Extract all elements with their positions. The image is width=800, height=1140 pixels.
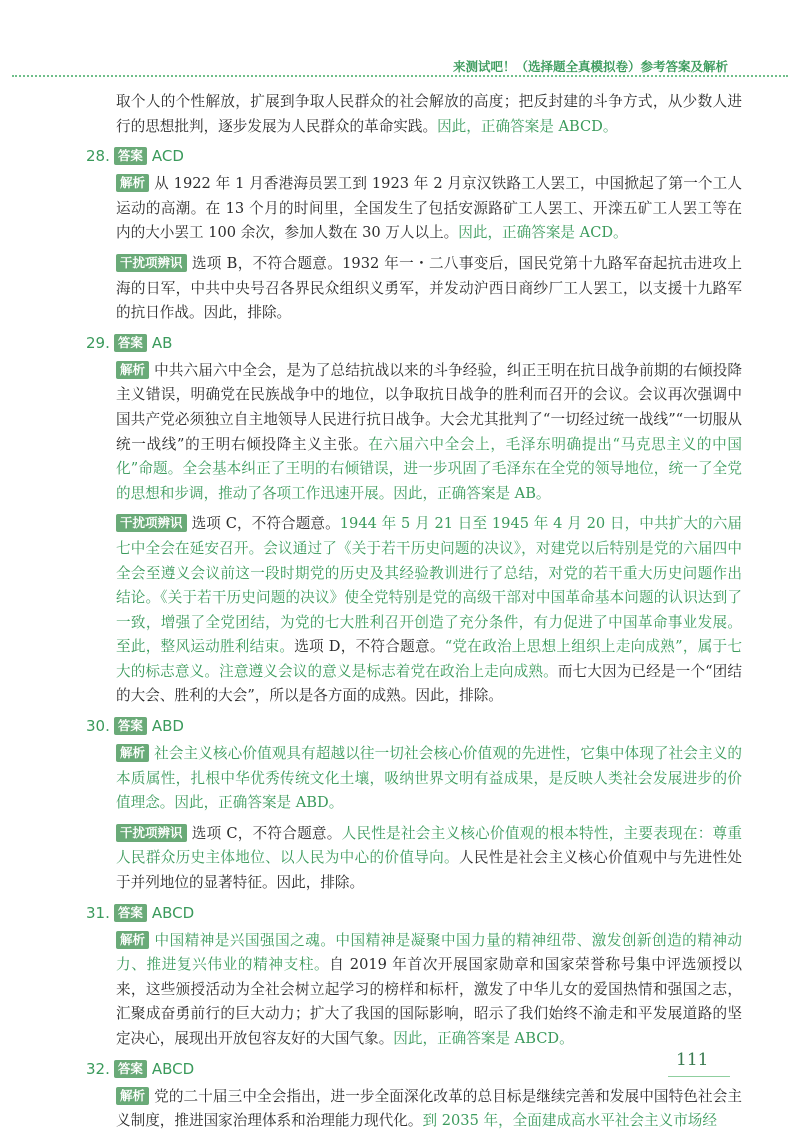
answer-tag: 答案 — [114, 717, 147, 735]
analysis-text: 中共六届六中全会，是为了总结抗战以来的斗争经验，纠正王明在抗日战争前期的右倾投降主义错误，明确党在民族战争中的地位，以争取抗日战争的胜利而召开的会议。会议再次强调中国共产党必须独立自主地领导人民进行抗日战争。大会尤其批判了“一切经过统一战线”“一切服从统一战线”的王明右倾投降主义主张。 — [116, 361, 742, 453]
analysis-text: 从 1922 年 1 月香港海员罢工到 1923 年 2 月京汉铁路工人罢工，中国掀起了第一个工人运动的高潮。在 13 个月的时间里，全国发生了包括安源路矿工人罢工、开滦五矿工人罢工等在内的大小罢工 100 余次，参加人数在 30 万人以上。 — [116, 175, 742, 242]
distractor-text: 选项 C，不符合题意。 — [191, 824, 342, 842]
question-number: 29. — [86, 333, 110, 352]
analysis-text: 自 2019 年首次开展国家勋章和国家荣誉称号集中评选颁授以来，这些颁授活动为全社会树立起学习的榜样和标杆，激发了中华儿女的爱国热情和强国之志，汇聚成奋勇前行的巨大动力；扩大了我国的国际影响，昭示了我们始终不渝走和平发展道路的坚定决心，展现出开放包容友好的大国气象。 — [116, 956, 742, 1047]
q28-distractor — [88, 252, 742, 326]
analysis-highlight: 社会主义核心价值观具有超越以往一切社会核心价值观的先进性，它集中体现了社会主义的本质属性，扎根中华优秀传统文化土壤，吸纳世界文明有益成果，是反映人类社会发展进步的价值理念。因此，正确答案是 ABD。 — [116, 745, 742, 812]
answer-tag: 答案 — [114, 904, 147, 922]
q28-analysis — [88, 172, 742, 246]
analysis-conclusion: 因此，正确答案是 ACD。 — [458, 224, 628, 242]
q29-analysis — [88, 359, 742, 507]
analysis-tag: 解析 — [116, 744, 149, 762]
analysis-highlight: 在六届六中全会上，毛泽东明确提出“马克思主义的中国化”命题。全会基本纠正了王明的右倾错误，进一步巩固了毛泽东在全党的领导地位，统一了全党的思想和步调，推动了各项工作迅速开展。因此，正确答案是 AB。 — [116, 435, 742, 502]
answer-value: ABCD — [151, 1059, 195, 1078]
analysis-tag: 解析 — [116, 174, 149, 192]
analysis-tag: 解析 — [116, 1087, 149, 1105]
q27-conclusion: 因此，正确答案是 ABCD。 — [437, 117, 618, 135]
distractor-text: 选项 C，不符合题意。 — [191, 515, 340, 533]
analysis-text: 党的二十届三中全会指出，进一步全面深化改革的总目标是继续完善和发展中国特色社会主义制度，推进国家治理体系和治理能力现代化。 — [116, 1087, 742, 1130]
answer-value: ABD — [151, 717, 184, 736]
header-divider — [12, 75, 788, 77]
distractor-text: 选项 D，不符合题意。 — [294, 638, 445, 656]
page-number-underline — [668, 1076, 730, 1077]
page-number: 111 — [676, 1050, 709, 1070]
distractor-highlight: 人民性是社会主义核心价值观的根本特性，主要表现在：尊重人民群众历史主体地位、以人民为中心的价值导向。 — [116, 824, 742, 867]
answer-value: AB — [151, 333, 173, 352]
distractor-text: 人民性是社会主义核心价值观中与先进性处于并列地位的显著特征。因此，排除。 — [116, 849, 742, 892]
q32-analysis — [88, 1085, 742, 1134]
answer-content — [88, 90, 742, 1140]
question-number: 31. — [86, 903, 110, 922]
question-28-header — [86, 145, 742, 168]
question-number: 30. — [86, 717, 110, 736]
q27-text: 取个人的个性解放，扩展到争取人民群众的社会解放的高度；把反封建的斗争方式，从少数人进行的思想批判，逐步发展为人民群众的革命实践。 — [116, 93, 742, 135]
question-32-header — [86, 1058, 742, 1081]
running-header: 来测试吧！（选择题全真模拟卷）参考答案及解析 — [452, 59, 728, 74]
answer-tag: 答案 — [114, 1060, 147, 1078]
q30-analysis — [88, 742, 742, 816]
analysis-conclusion: 因此，正确答案是 ABCD。 — [393, 1030, 574, 1047]
question-29-header — [86, 332, 742, 355]
question-31-header — [86, 902, 742, 925]
distractor-tag: 干扰项辨识 — [116, 824, 187, 842]
distractor-tag: 干扰项辨识 — [116, 514, 187, 532]
question-number: 32. — [86, 1059, 110, 1078]
q31-analysis — [88, 929, 742, 1052]
analysis-highlight: 中国精神是兴国强国之魂。中国精神是凝聚中国力量的精神纽带、激发创新创造的精神动力、推进复兴伟业的精神支柱。 — [116, 931, 742, 974]
q27-continuation — [88, 90, 742, 139]
question-30-header — [86, 715, 742, 738]
distractor-tag: 干扰项辨识 — [116, 254, 187, 272]
distractor-text: 而七大因为已经是一个“团结的大会、胜利的大会”，所以是各方面的成熟。因此，排除。 — [116, 662, 742, 705]
distractor-highlight: “党在政治上思想上组织上走向成熟”，属于七大的标志意义。注意遵义会议的意义是标志着党在政治上走向成熟。 — [116, 638, 742, 680]
analysis-highlight: 到 2035 年，全面建成高水平社会主义市场经 — [422, 1112, 717, 1130]
answer-value: ABCD — [151, 903, 195, 922]
answer-tag: 答案 — [114, 334, 147, 352]
distractor-highlight: 1944 年 5 月 21 日至 1945 年 4 月 20 日，中共扩大的六届七中全会在延安召开。会议通过了《关于若干历史问题的决议》，对建党以后特别是党的六届四中全会至遵义会议前这一段时期党的历史及其经验教训进行了总结，对党的若干重大历史问题作出结论。《关于若干历史问题的决议》使全党特别是党的高级干部对中国革命基本问题的认识达到了一致，增强了全党团结，为党的七大胜利召开创造了充分条件，有力促进了中国革命事业发展。至此，整风运动胜利结束。 — [116, 515, 742, 656]
analysis-tag: 解析 — [116, 931, 149, 949]
question-number: 28. — [86, 147, 110, 166]
distractor-text: 选项 B，不符合题意。1932 年一・二八事变后，国民党第十九路军奋起抗击进攻上海的日军，中共中央号召各界民众组织义勇军，并发动沪西日商纱厂工人罢工，以支援十九路军的抗日作战。因此，排除。 — [116, 254, 742, 322]
answer-tag: 答案 — [114, 147, 147, 165]
q30-distractor — [88, 822, 742, 896]
q29-distractor — [88, 512, 742, 709]
analysis-tag: 解析 — [116, 361, 149, 379]
answer-value: ACD — [151, 147, 184, 166]
